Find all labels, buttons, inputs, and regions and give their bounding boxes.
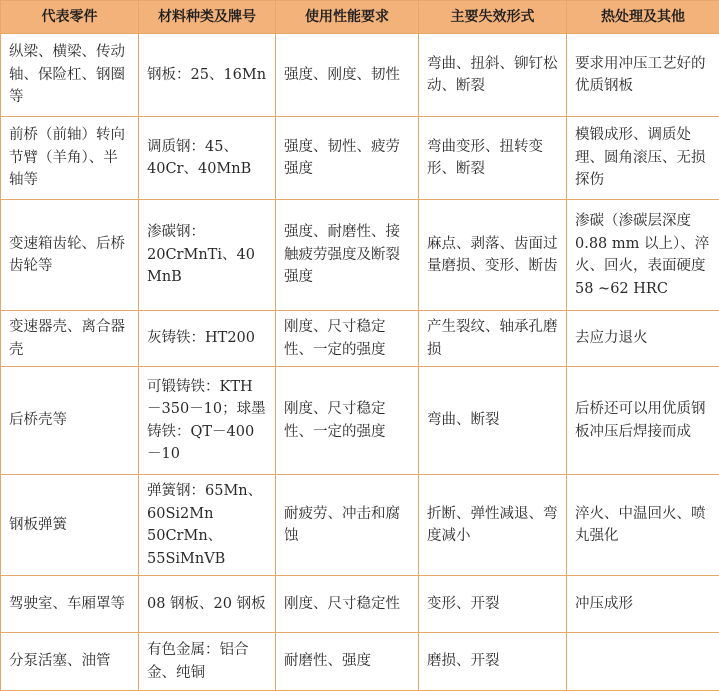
table-row	[1, 633, 719, 691]
table-row	[1, 200, 719, 311]
cell-failure: 磨损、开裂	[419, 633, 567, 691]
cell-failure: 弯曲、扭斜、铆钉松动、断裂	[419, 34, 567, 117]
header-material-grade: 材料种类及牌号	[139, 1, 276, 34]
cell-treatment: 后桥还可以用优质钢板冲压后焊接而成	[567, 367, 719, 475]
cell-material: 渗碳钢：20CrMnTi、40 MnB	[139, 200, 276, 311]
header-heat-treatment: 热处理及其他	[567, 1, 719, 34]
cell-treatment: 冲压成形	[567, 576, 719, 633]
cell-performance: 强度、耐磨性、接触疲劳强度及断裂强度	[276, 200, 419, 311]
cell-performance: 刚度、尺寸稳定性	[276, 576, 419, 633]
cell-material: 弹簧钢：65Mn、60Si2Mn 50CrMn、55SiMnVB	[139, 475, 276, 576]
cell-part: 钢板弹簧	[1, 475, 139, 576]
cell-performance: 刚度、尺寸稳定性、一定的强度	[276, 311, 419, 367]
cell-material: 可锻铸铁：KTH－350－10；球墨铸铁：QT－400－10	[139, 367, 276, 475]
cell-part: 后桥壳等	[1, 367, 139, 475]
cell-treatment: 模锻成形、调质处理、圆角滚压、无损探伤	[567, 117, 719, 200]
cell-performance: 强度、韧性、疲劳强度	[276, 117, 419, 200]
cell-part: 前桥（前轴）转向节臂（羊角）、半轴等	[1, 117, 139, 200]
cell-part: 分泵活塞、油管	[1, 633, 139, 691]
table-row	[1, 34, 719, 117]
header-row	[1, 1, 719, 34]
cell-part: 纵梁、横梁、传动轴、保险杠、钢圈等	[1, 34, 139, 117]
cell-failure: 麻点、剥落、齿面过量磨损、变形、断齿	[419, 200, 567, 311]
cell-performance: 耐磨性、强度	[276, 633, 419, 691]
header-performance-requirement: 使用性能要求	[276, 1, 419, 34]
cell-material: 调质钢：45、40Cr、40MnB	[139, 117, 276, 200]
table-row	[1, 117, 719, 200]
cell-performance: 耐疲劳、冲击和腐蚀	[276, 475, 419, 576]
table-row	[1, 475, 719, 576]
header-failure-mode: 主要失效形式	[419, 1, 567, 34]
cell-performance: 刚度、尺寸稳定性、一定的强度	[276, 367, 419, 475]
cell-material: 钢板：25、16Mn	[139, 34, 276, 117]
cell-failure: 产生裂纹、轴承孔磨损	[419, 311, 567, 367]
header-representative-part: 代表零件	[1, 1, 139, 34]
cell-material: 有色金属：铝合金、纯铜	[139, 633, 276, 691]
cell-material: 灰铸铁：HT200	[139, 311, 276, 367]
cell-failure: 弯曲变形、扭转变形、断裂	[419, 117, 567, 200]
cell-failure: 折断、弹性减退、弯度减小	[419, 475, 567, 576]
cell-treatment	[567, 633, 719, 691]
table-row	[1, 576, 719, 633]
cell-failure: 变形、开裂	[419, 576, 567, 633]
cell-part: 变速箱齿轮、后桥齿轮等	[1, 200, 139, 311]
cell-material: 08 钢板、20 钢板	[139, 576, 276, 633]
cell-part: 驾驶室、车厢罩等	[1, 576, 139, 633]
table-row	[1, 311, 719, 367]
cell-failure: 弯曲、断裂	[419, 367, 567, 475]
cell-part: 变速器壳、离合器壳	[1, 311, 139, 367]
cell-treatment: 要求用冲压工艺好的优质钢板	[567, 34, 719, 117]
cell-performance: 强度、刚度、韧性	[276, 34, 419, 117]
table-row	[1, 367, 719, 475]
cell-treatment: 渗碳（渗碳层深度 0.88 mm 以上）、淬火、回火，表面硬度 58 ~62 HRC	[567, 200, 719, 311]
cell-treatment: 去应力退火	[567, 311, 719, 367]
cell-treatment: 淬火、中温回火、喷丸强化	[567, 475, 719, 576]
